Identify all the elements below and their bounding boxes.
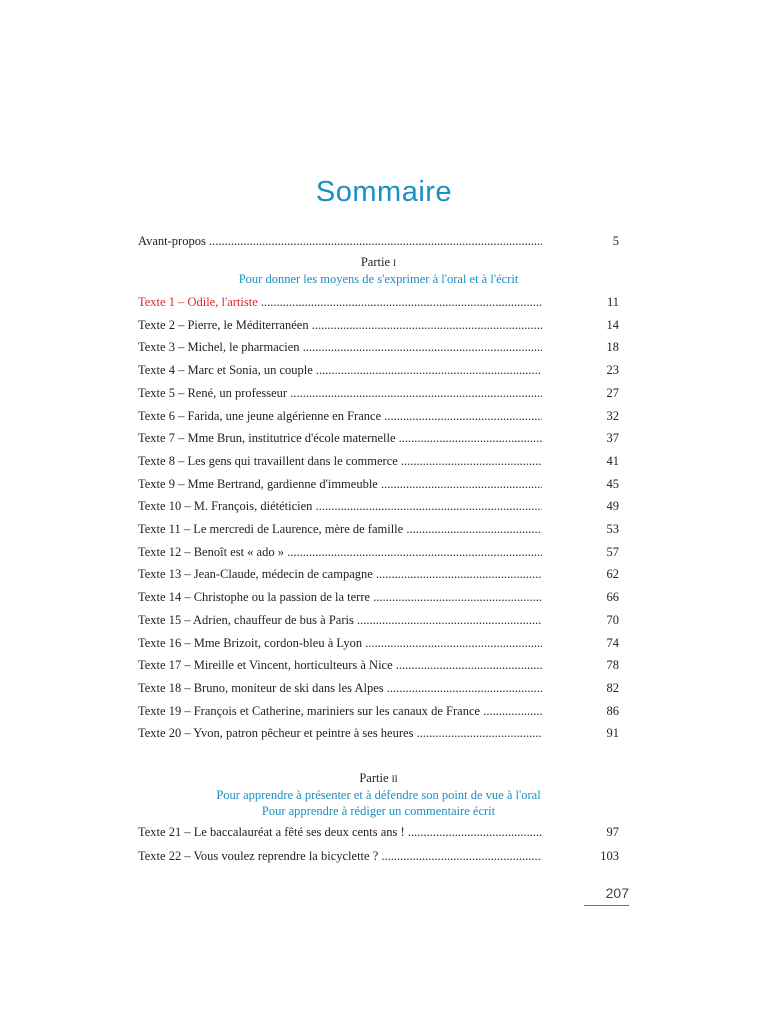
toc-entry-label: Texte 2 – Pierre, le Méditerranéen ..... bbox=[138, 315, 542, 335]
toc-entry-page: 66 bbox=[606, 590, 619, 605]
toc-entry[interactable] bbox=[138, 587, 619, 607]
toc-entry-page: 49 bbox=[606, 499, 619, 514]
toc-entry-page: 78 bbox=[606, 658, 619, 673]
toc-entry[interactable] bbox=[138, 846, 619, 866]
toc-entry-label: Texte 6 – Farida, une jeune algérienne en France ..... bbox=[138, 406, 542, 426]
toc-entry-label: Texte 19 – François et Catherine, mariniers sur les canaux de France ..... bbox=[138, 701, 542, 721]
toc-entry-avant-propos[interactable] bbox=[138, 231, 619, 251]
toc-entry-page: 14 bbox=[606, 317, 619, 332]
part-2-heading bbox=[138, 770, 619, 819]
part-1-heading bbox=[138, 254, 619, 287]
toc-entry[interactable] bbox=[138, 406, 619, 426]
toc-entry[interactable] bbox=[138, 337, 619, 357]
toc-entry[interactable] bbox=[138, 822, 619, 842]
toc-entry[interactable] bbox=[138, 564, 619, 584]
toc-entry[interactable] bbox=[138, 633, 619, 653]
toc-entry-label: Texte 15 – Adrien, chauffeur de bus à Paris ..... bbox=[138, 610, 542, 630]
toc-entry[interactable] bbox=[138, 428, 619, 448]
page-number-rule bbox=[584, 905, 629, 906]
toc-entry[interactable] bbox=[138, 723, 619, 743]
toc-entry[interactable] bbox=[138, 451, 619, 471]
toc-entry-label: Texte 16 – Mme Brizoit, cordon-bleu à Lyon ..... bbox=[138, 633, 542, 653]
toc-entry-page: 11 bbox=[606, 295, 619, 309]
toc-entry-label: Texte 1 – Odile, l'artiste ..... bbox=[138, 292, 542, 312]
toc-entry[interactable] bbox=[138, 383, 619, 403]
part-2-title-line-1: Pour apprendre à présenter et à défendre son point de vue à l'oral bbox=[216, 788, 541, 802]
toc-entry-page: 62 bbox=[606, 567, 619, 582]
toc-entry-label: Texte 14 – Christophe ou la passion de la terre ..... bbox=[138, 587, 542, 607]
toc-entry-page: 18 bbox=[606, 340, 619, 355]
toc-entry-label: Texte 17 – Mireille et Vincent, horticulteurs à Nice ..... bbox=[138, 655, 542, 675]
toc-entry-page: 27 bbox=[606, 385, 619, 400]
toc-entry[interactable] bbox=[138, 701, 619, 721]
toc-entry-label: Texte 3 – Michel, le pharmacien ..... bbox=[138, 337, 542, 357]
part-2-label: Partie II bbox=[359, 771, 398, 785]
page-title: Sommaire bbox=[315, 176, 453, 208]
toc-entry-page: 5 bbox=[612, 234, 619, 248]
toc-entry-page: 32 bbox=[606, 408, 619, 423]
toc-entry-label: Texte 7 – Mme Brun, institutrice d'école maternelle ..... bbox=[138, 428, 542, 448]
toc-entry-page: 70 bbox=[606, 612, 619, 627]
toc-entry-page: 74 bbox=[606, 635, 619, 650]
part-1-label: Partie I bbox=[360, 255, 397, 269]
part-2-title-line-2: Pour apprendre à rédiger un commentaire écrit bbox=[261, 804, 496, 818]
toc-entry-label: Texte 4 – Marc et Sonia, un couple ..... bbox=[138, 360, 542, 380]
toc-entry-label: Texte 9 – Mme Bertrand, gardienne d'immeuble ..... bbox=[138, 474, 542, 494]
part-1-title: Pour donner les moyens de s'exprimer à l'oral et à l'écrit bbox=[238, 272, 519, 286]
toc-entry-page: 53 bbox=[606, 522, 619, 536]
toc-entry-label: Texte 11 – Le mercredi de Laurence, mère de famille ..... bbox=[138, 519, 542, 539]
toc-entry-label: Texte 10 – M. François, diététicien ..... bbox=[138, 496, 542, 516]
toc-entry[interactable] bbox=[138, 292, 619, 312]
toc-entry-page: 91 bbox=[606, 726, 619, 741]
toc-entry[interactable] bbox=[138, 519, 619, 539]
toc-entry-page: 57 bbox=[606, 544, 619, 559]
toc-entry[interactable] bbox=[138, 655, 619, 675]
toc-entry-page: 37 bbox=[606, 431, 619, 446]
toc-entry-label: Texte 12 – Benoît est « ado » ..... bbox=[138, 542, 542, 562]
toc-entry-label: Avant-propos ..... bbox=[138, 231, 542, 251]
toc-entry-label: Texte 18 – Bruno, moniteur de ski dans les Alpes ..... bbox=[138, 678, 542, 698]
toc-entry-label: Texte 8 – Les gens qui travaillent dans le commerce ..... bbox=[138, 451, 542, 471]
toc-entry-page: 41 bbox=[606, 453, 619, 468]
toc-entry[interactable] bbox=[138, 678, 619, 698]
toc-entry-label: Texte 13 – Jean-Claude, médecin de campagne ..... bbox=[138, 564, 542, 584]
toc-entry-label: Texte 21 – Le baccalauréat a fêté ses deux cents ans ! ..... bbox=[138, 822, 542, 842]
toc-entry[interactable] bbox=[138, 315, 619, 335]
toc-entry-label: Texte 5 – René, un professeur ..... bbox=[138, 383, 542, 403]
page-number: 207 bbox=[605, 885, 629, 901]
toc-entry[interactable] bbox=[138, 542, 619, 562]
toc-entry-page: 86 bbox=[606, 703, 619, 718]
toc-entry-label: Texte 22 – Vous voulez reprendre la bicyclette ? ..... bbox=[138, 846, 542, 866]
toc-entry[interactable] bbox=[138, 360, 619, 380]
toc-entry[interactable] bbox=[138, 496, 619, 516]
toc-entry[interactable] bbox=[138, 610, 619, 630]
toc-entry[interactable] bbox=[138, 474, 619, 494]
toc-entry-page: 82 bbox=[606, 680, 619, 695]
toc-entry-page: 23 bbox=[606, 363, 619, 378]
toc-entry-page: 97 bbox=[606, 825, 619, 839]
toc-entry-label: Texte 20 – Yvon, patron pêcheur et peintre à ses heures ..... bbox=[138, 723, 542, 743]
toc-entry-page: 45 bbox=[606, 476, 619, 491]
toc-entry-page: 103 bbox=[600, 849, 619, 863]
